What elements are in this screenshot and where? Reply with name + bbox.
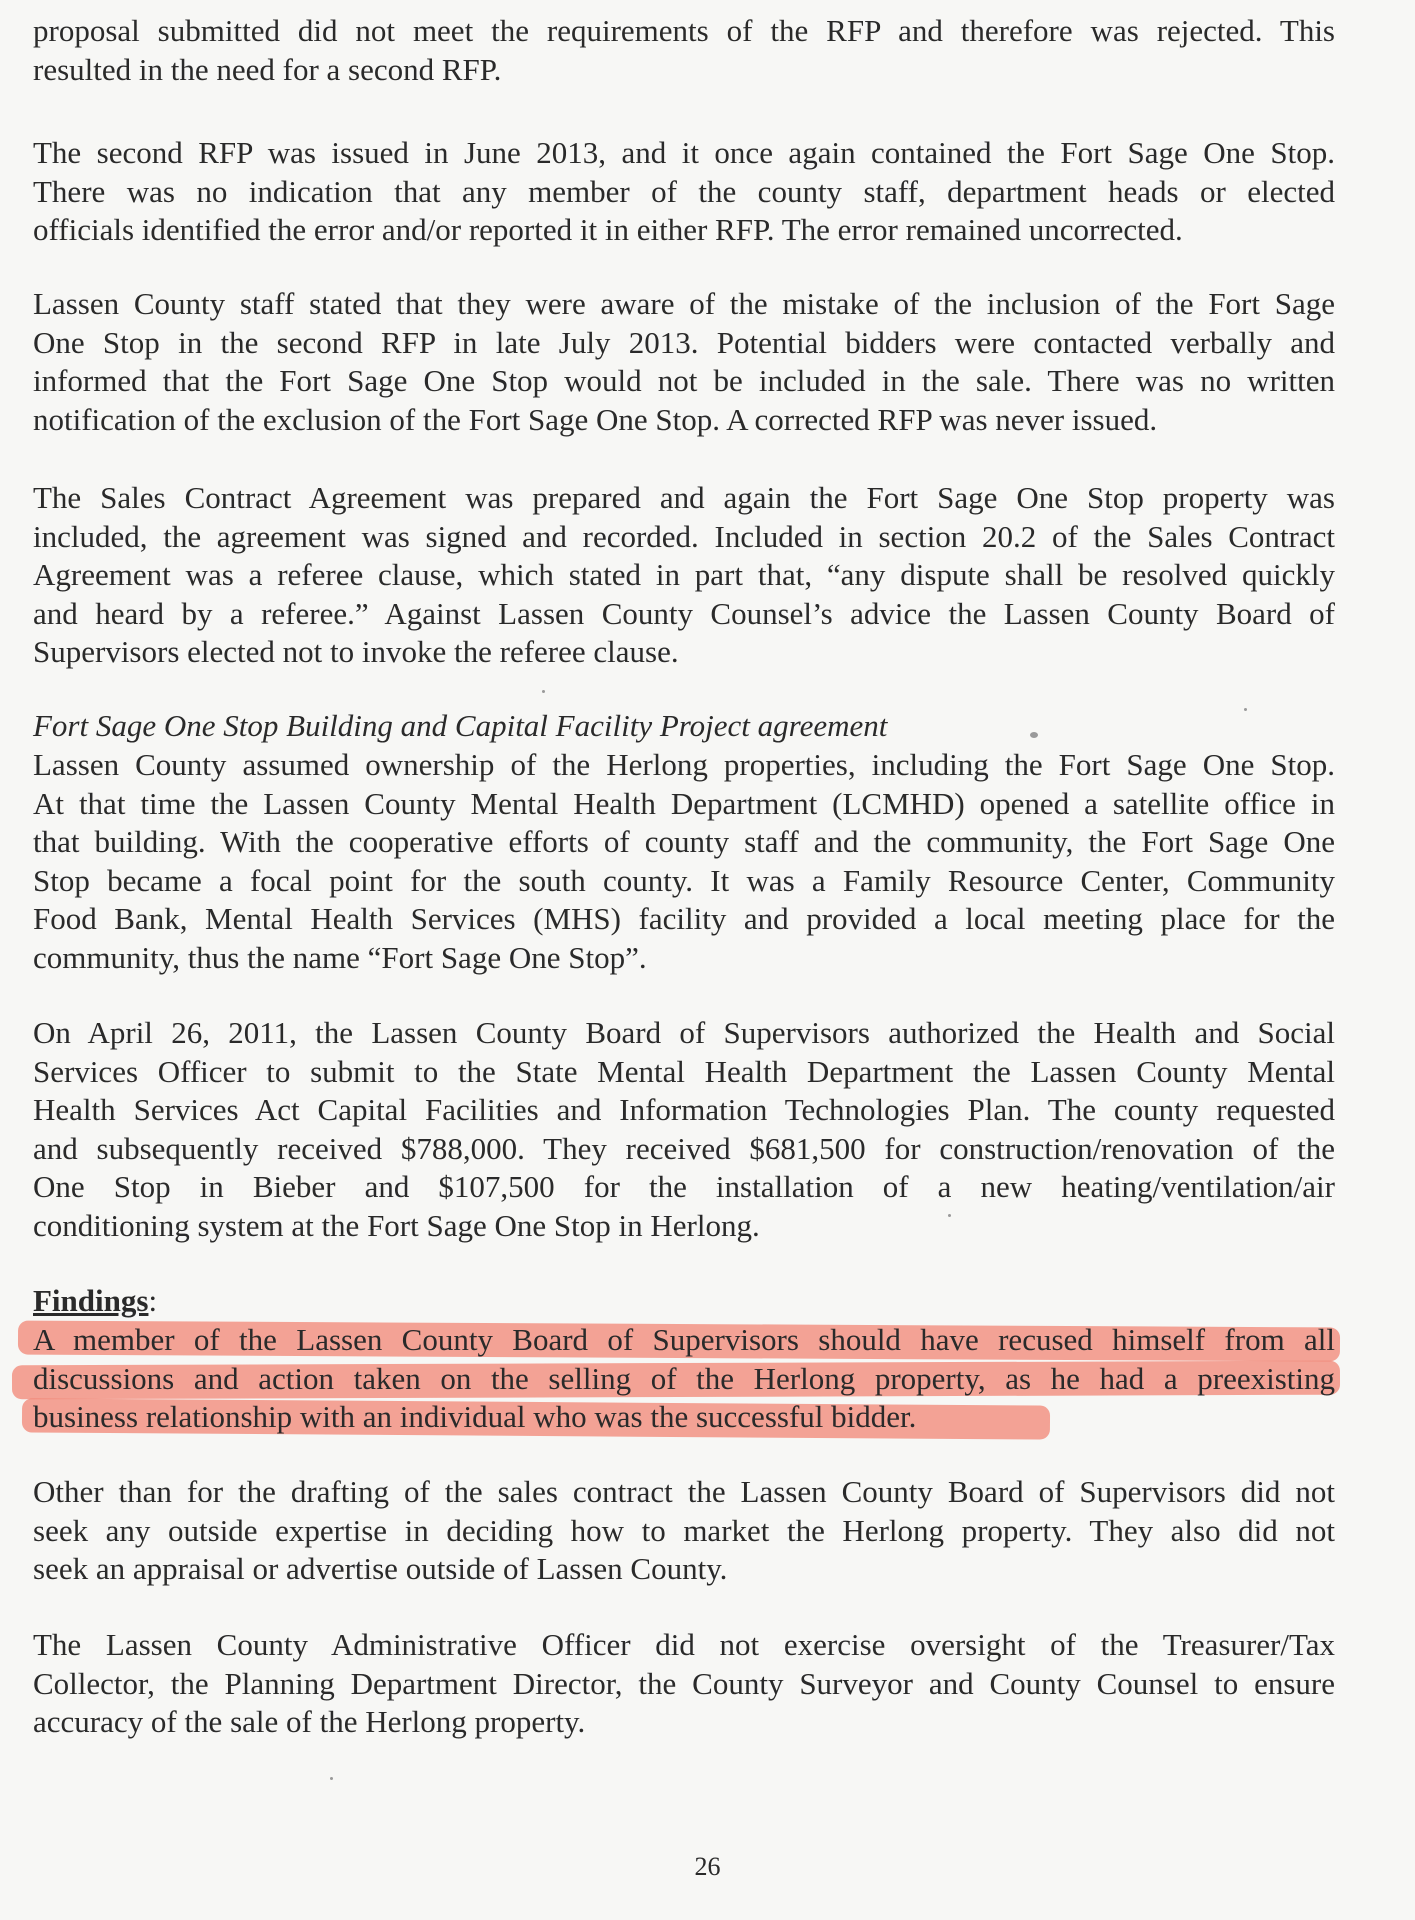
text-line: Lassen County assumed ownership of the Herlong properties, including the Fort Sage One Stop. <box>33 747 1335 782</box>
finding-3 <box>33 1626 1335 1742</box>
text-line: Collector, the Planning Department Director, the County Surveyor and County Counsel to ensure <box>33 1665 1335 1701</box>
paragraph-3 <box>33 285 1335 439</box>
text-line: On April 26, 2011, the Lassen County Board of Supervisors authorized the Health and Social <box>33 1015 1335 1050</box>
text-line: included, the agreement was signed and recorded. Included in section 20.2 of the Sales Contract <box>33 518 1335 554</box>
text-line: seek any outside expertise in deciding how to market the Herlong property. They also did not <box>33 1512 1335 1548</box>
text-line: Supervisors elected not to invoke the referee clause. <box>33 634 679 670</box>
findings-heading-colon: : <box>148 1283 158 1318</box>
paragraph-6 <box>33 1014 1335 1246</box>
text-line: and subsequently received $788,000. They received $681,500 for construction/renovation of the <box>33 1130 1335 1166</box>
text-line: Food Bank, Mental Health Services (MHS) facility and provided a local meeting place for the <box>33 901 1335 937</box>
scan-speck <box>330 1777 333 1780</box>
findings-heading-text: Findings <box>33 1283 149 1318</box>
text-line: officials identified the error and/or reported it in either RFP. The error remained uncorrected. <box>33 212 1183 248</box>
paragraph-1 <box>33 12 1335 89</box>
text-line: There was no indication that any member of the county staff, department heads or elected <box>33 173 1335 209</box>
text-line: informed that the Fort Sage One Stop would not be included in the sale. There was no written <box>33 363 1335 399</box>
scan-speck <box>1244 708 1247 711</box>
paragraph-4 <box>33 479 1335 672</box>
text-line: Lassen County staff stated that they were aware of the mistake of the inclusion of the Fort Sage <box>33 286 1335 321</box>
text-line: that building. With the cooperative efforts of county staff and the community, the Fort Sage One <box>33 824 1335 860</box>
text-line: and heard by a referee.” Against Lassen County Counsel’s advice the Lassen County Board of <box>33 595 1335 631</box>
text-line: conditioning system at the Fort Sage One Stop in Herlong. <box>33 1207 760 1243</box>
text-line: community, thus the name “Fort Sage One Stop”. <box>33 939 647 975</box>
text-line: proposal submitted did not meet the requirements of the RFP and therefore was rejected. This <box>33 13 1335 48</box>
section-heading-text: Fort Sage One Stop Building and Capital Facility Project agreement <box>33 708 888 743</box>
scan-speck <box>542 690 545 693</box>
text-line: Health Services Act Capital Facilities and Information Technologies Plan. The county requested <box>33 1092 1335 1128</box>
text-line: One Stop in Bieber and $107,500 for the installation of a new heating/ventilation/air <box>33 1169 1335 1205</box>
text-line: seek an appraisal or advertise outside of Lassen County. <box>33 1551 728 1587</box>
text-line: accuracy of the sale of the Herlong property. <box>33 1704 586 1740</box>
paragraph-2 <box>33 134 1335 250</box>
text-line: Agreement was a referee clause, which stated in part that, “any dispute shall be resolved quickly <box>33 557 1335 593</box>
finding-2 <box>33 1473 1335 1589</box>
text-line: Stop became a focal point for the south county. It was a Family Resource Center, Community <box>33 862 1335 898</box>
page-number: 26 <box>694 1852 721 1881</box>
text-line: resulted in the need for a second RFP. <box>33 51 502 87</box>
text-line: notification of the exclusion of the Fort Sage One Stop. A corrected RFP was never issued. <box>33 401 1158 437</box>
findings-heading-line <box>33 1282 1335 1321</box>
section-heading <box>33 707 1335 746</box>
text-line: The second RFP was issued in June 2013, and it once again contained the Fort Sage One Stop. <box>33 135 1335 170</box>
findings-heading <box>33 1282 1335 1321</box>
text-line: At that time the Lassen County Mental Health Department (LCMHD) opened a satellite office in <box>33 785 1335 821</box>
text-line: discussions and action taken on the selling of the Herlong property, as he had a preexisting <box>33 1360 1335 1396</box>
text-line: Other than for the drafting of the sales contract the Lassen County Board of Supervisors did not <box>33 1474 1335 1509</box>
text-line: The Sales Contract Agreement was prepared and again the Fort Sage One Stop property was <box>33 480 1335 515</box>
text-line: Services Officer to submit to the State Mental Health Department the Lassen County Mental <box>33 1053 1335 1089</box>
text-line: One Stop in the second RFP in late July 2013. Potential bidders were contacted verbally and <box>33 324 1335 360</box>
text-line: business relationship with an individual who was the successful bidder. <box>33 1399 917 1435</box>
scan-speck <box>948 1214 951 1217</box>
finding-1 <box>33 1321 1335 1437</box>
paragraph-5 <box>33 746 1335 978</box>
text-line: A member of the Lassen County Board of Supervisors should have recused himself from all <box>33 1322 1335 1357</box>
scan-speck <box>1030 732 1038 738</box>
text-line: The Lassen County Administrative Officer did not exercise oversight of the Treasurer/Tax <box>33 1627 1335 1662</box>
